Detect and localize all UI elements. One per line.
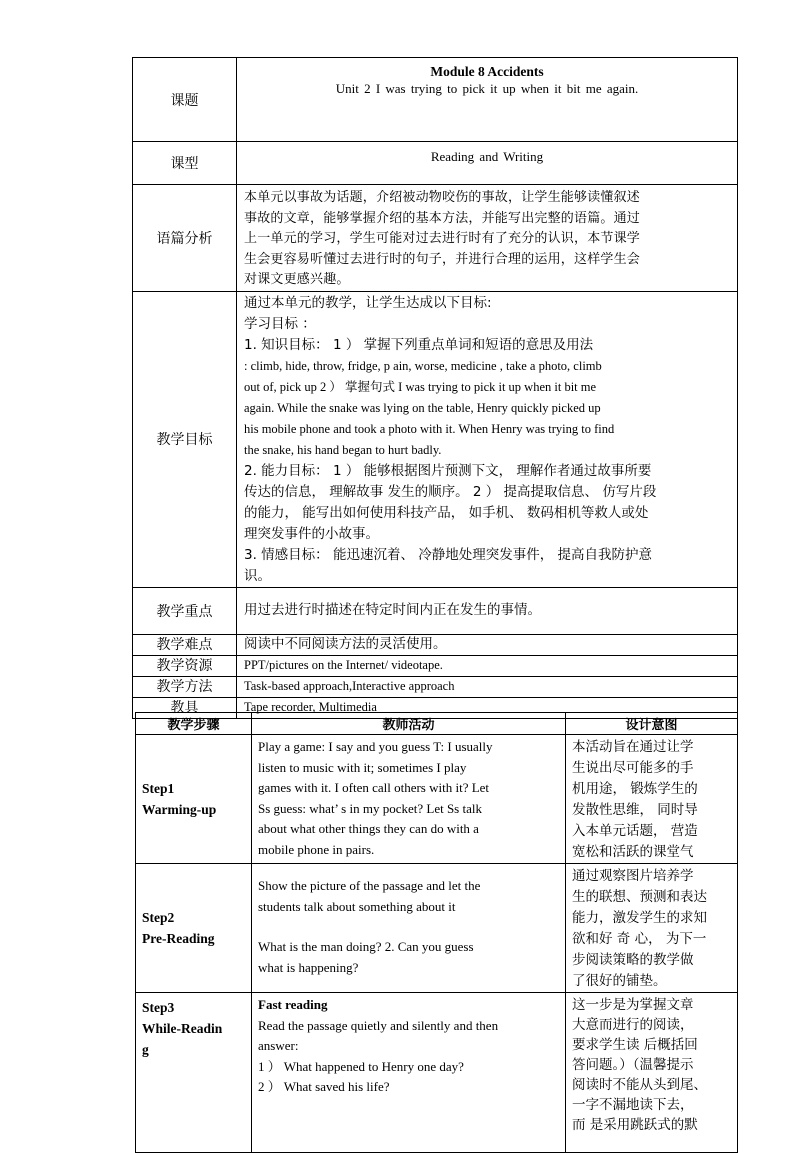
step2-activity: Show the picture of the passage and let the students talk about something about it What is the man doing? 2. Can you guess what is happening? [252, 864, 566, 993]
tools-value: Tape recorder, Multimedia [237, 697, 738, 718]
fast-reading-heading: Fast reading [258, 997, 328, 1012]
method-label: 教学方法 [133, 676, 237, 697]
unit-title: Unit 2 I was trying to pick it up when it bit me again. [335, 81, 639, 96]
step1-activity: Play a game: I say and you guess T: I usually listen to music with it; sometimes I play games with it. I often call others with it? Let Ss guess: what’ s in my pocket? Let Ss talk about what other things they can do with a mobile phone in pairs. [252, 735, 566, 864]
difficulty-label: 教学难点 [133, 634, 237, 655]
resources-value: PPT/pictures on the Internet/ videotape. [237, 655, 738, 676]
type-value: Reading and Writing [237, 142, 738, 185]
ability-goal-line: 的能力， 能写出如何使用科技产品， 如手机、 数码相机等救人或处 [244, 504, 649, 521]
analysis-line: 上一单元的学习，学生可能对过去进行时有了充分的认识，本节课学 [244, 231, 641, 246]
method-row [133, 676, 738, 697]
analysis-line: 生会更容易听懂过去进行时的句子，并进行合理的运用，这样学生会 [244, 251, 641, 267]
emotion-goal-line: 识。 [244, 567, 271, 584]
knowledge-goal-line: : climb, hide, throw, fridge, p ain, worse, medicine , take a photo, climb [244, 358, 602, 373]
resources-label: 教学资源 [133, 655, 237, 676]
type-row [133, 142, 738, 185]
teaching-steps-table [135, 712, 738, 1153]
lesson-info-table [132, 57, 738, 719]
knowledge-goal-line: again. While the snake was lying on the table, Henry quickly picked up [244, 400, 601, 415]
analysis-label: 语篇分析 [133, 185, 237, 292]
goals-text [237, 291, 738, 587]
method-value: Task-based approach,Interactive approach [237, 676, 738, 697]
analysis-line: 事故的文章，能够掌握介绍的基本方法，并能写出完整的语篇。通过 [244, 210, 641, 226]
module-title: Module 8 Accidents [430, 64, 544, 79]
header-design-intent: 设计意图 [566, 713, 738, 735]
steps-header-row [136, 713, 738, 735]
topic-row [133, 58, 738, 142]
ability-goal-line: 2. 能力目标： 1 ） 能够根据图片预测下文， 理解作者通过故事所要 [244, 462, 652, 479]
knowledge-goal-head: 1. 知识目标： 1 ） 掌握下列重点单词和短语的意思及用法 [244, 336, 594, 353]
knowledge-goal-line: his mobile phone and took a photo with it. When Henry was trying to find [244, 421, 615, 436]
type-label: 课型 [133, 142, 237, 185]
step1-name: Step1 Warming-up [136, 735, 252, 864]
topic-value [237, 58, 738, 142]
step2-intent: 通过观察图片培养学 生的联想、预测和表达 能力，激发学生的求知 欲和好 奇 心， 为下一 步阅读策略的教学做 了很好的铺垫。 [566, 864, 738, 993]
ability-goal-line: 理突发事件的小故事。 [244, 525, 379, 542]
step3-row [136, 993, 738, 1153]
step1-intent: 本活动旨在通过让学 生说出尽可能多的手 机用途， 锻炼学生的 发散性思维， 同时导 入本单元话题， 营造 宽松和活跃的课堂气 [566, 735, 738, 864]
goals-sub: 学习目标 ： [244, 315, 316, 332]
analysis-text [237, 185, 738, 292]
difficulty-row [133, 634, 738, 655]
goals-row [133, 291, 738, 587]
step3-activity: Fast reading Read the passage quietly and silently and then answer: 1 ） What happened to Henry one day? 2 ） What saved his life? [252, 993, 566, 1153]
topic-label: 课题 [133, 58, 237, 142]
analysis-line: 对课文更感兴趣。 [244, 272, 350, 287]
resources-row [133, 655, 738, 676]
step2-name: Step2 Pre-Reading [136, 864, 252, 993]
emotion-goal-line: 3. 情感目标： 能迅速沉着、 冷静地处理突发事件， 提高自我防护意 [244, 546, 653, 563]
header-teacher-activity: 教师活动 [252, 713, 566, 735]
ability-goal-line: 传达的信息， 理解故事 发生的顺序。 2 ） 提高提取信息、 仿写片段 [244, 483, 657, 500]
difficulty-value: 阅读中不同阅读方法的灵活使用。 [237, 634, 738, 655]
step1-row [136, 735, 738, 864]
focus-value: 用过去进行时描述在特定时间内正在发生的事情。 [237, 587, 738, 634]
knowledge-goal-line: out of, pick up 2 ） 掌握句式 I was trying to pick it up when it bit me [244, 379, 597, 394]
analysis-row [133, 185, 738, 292]
step2-row [136, 864, 738, 993]
focus-label: 教学重点 [133, 587, 237, 634]
focus-row [133, 587, 738, 634]
tools-label: 教具 [133, 697, 237, 718]
goals-intro: 通过本单元的教学，让学生达成以下目标: [244, 294, 492, 311]
header-step: 教学步骤 [136, 713, 252, 735]
goals-label: 教学目标 [133, 291, 237, 587]
step3-name: Step3 While-Readin g [136, 993, 252, 1153]
analysis-line: 本单元以事故为话题，介绍被动物咬伤的事故，让学生能够读懂叙述 [244, 190, 641, 205]
step3-intent: 这一步是为掌握文章 大意而进行的阅读， 要求学生读 后概括回 答问题。）（温馨提示 阅读时不能从头到尾、 一字不漏地读下去， 而 是采用跳跃式的默 [566, 993, 738, 1153]
knowledge-goal-line: the snake, his hand began to hurt badly. [244, 442, 442, 457]
